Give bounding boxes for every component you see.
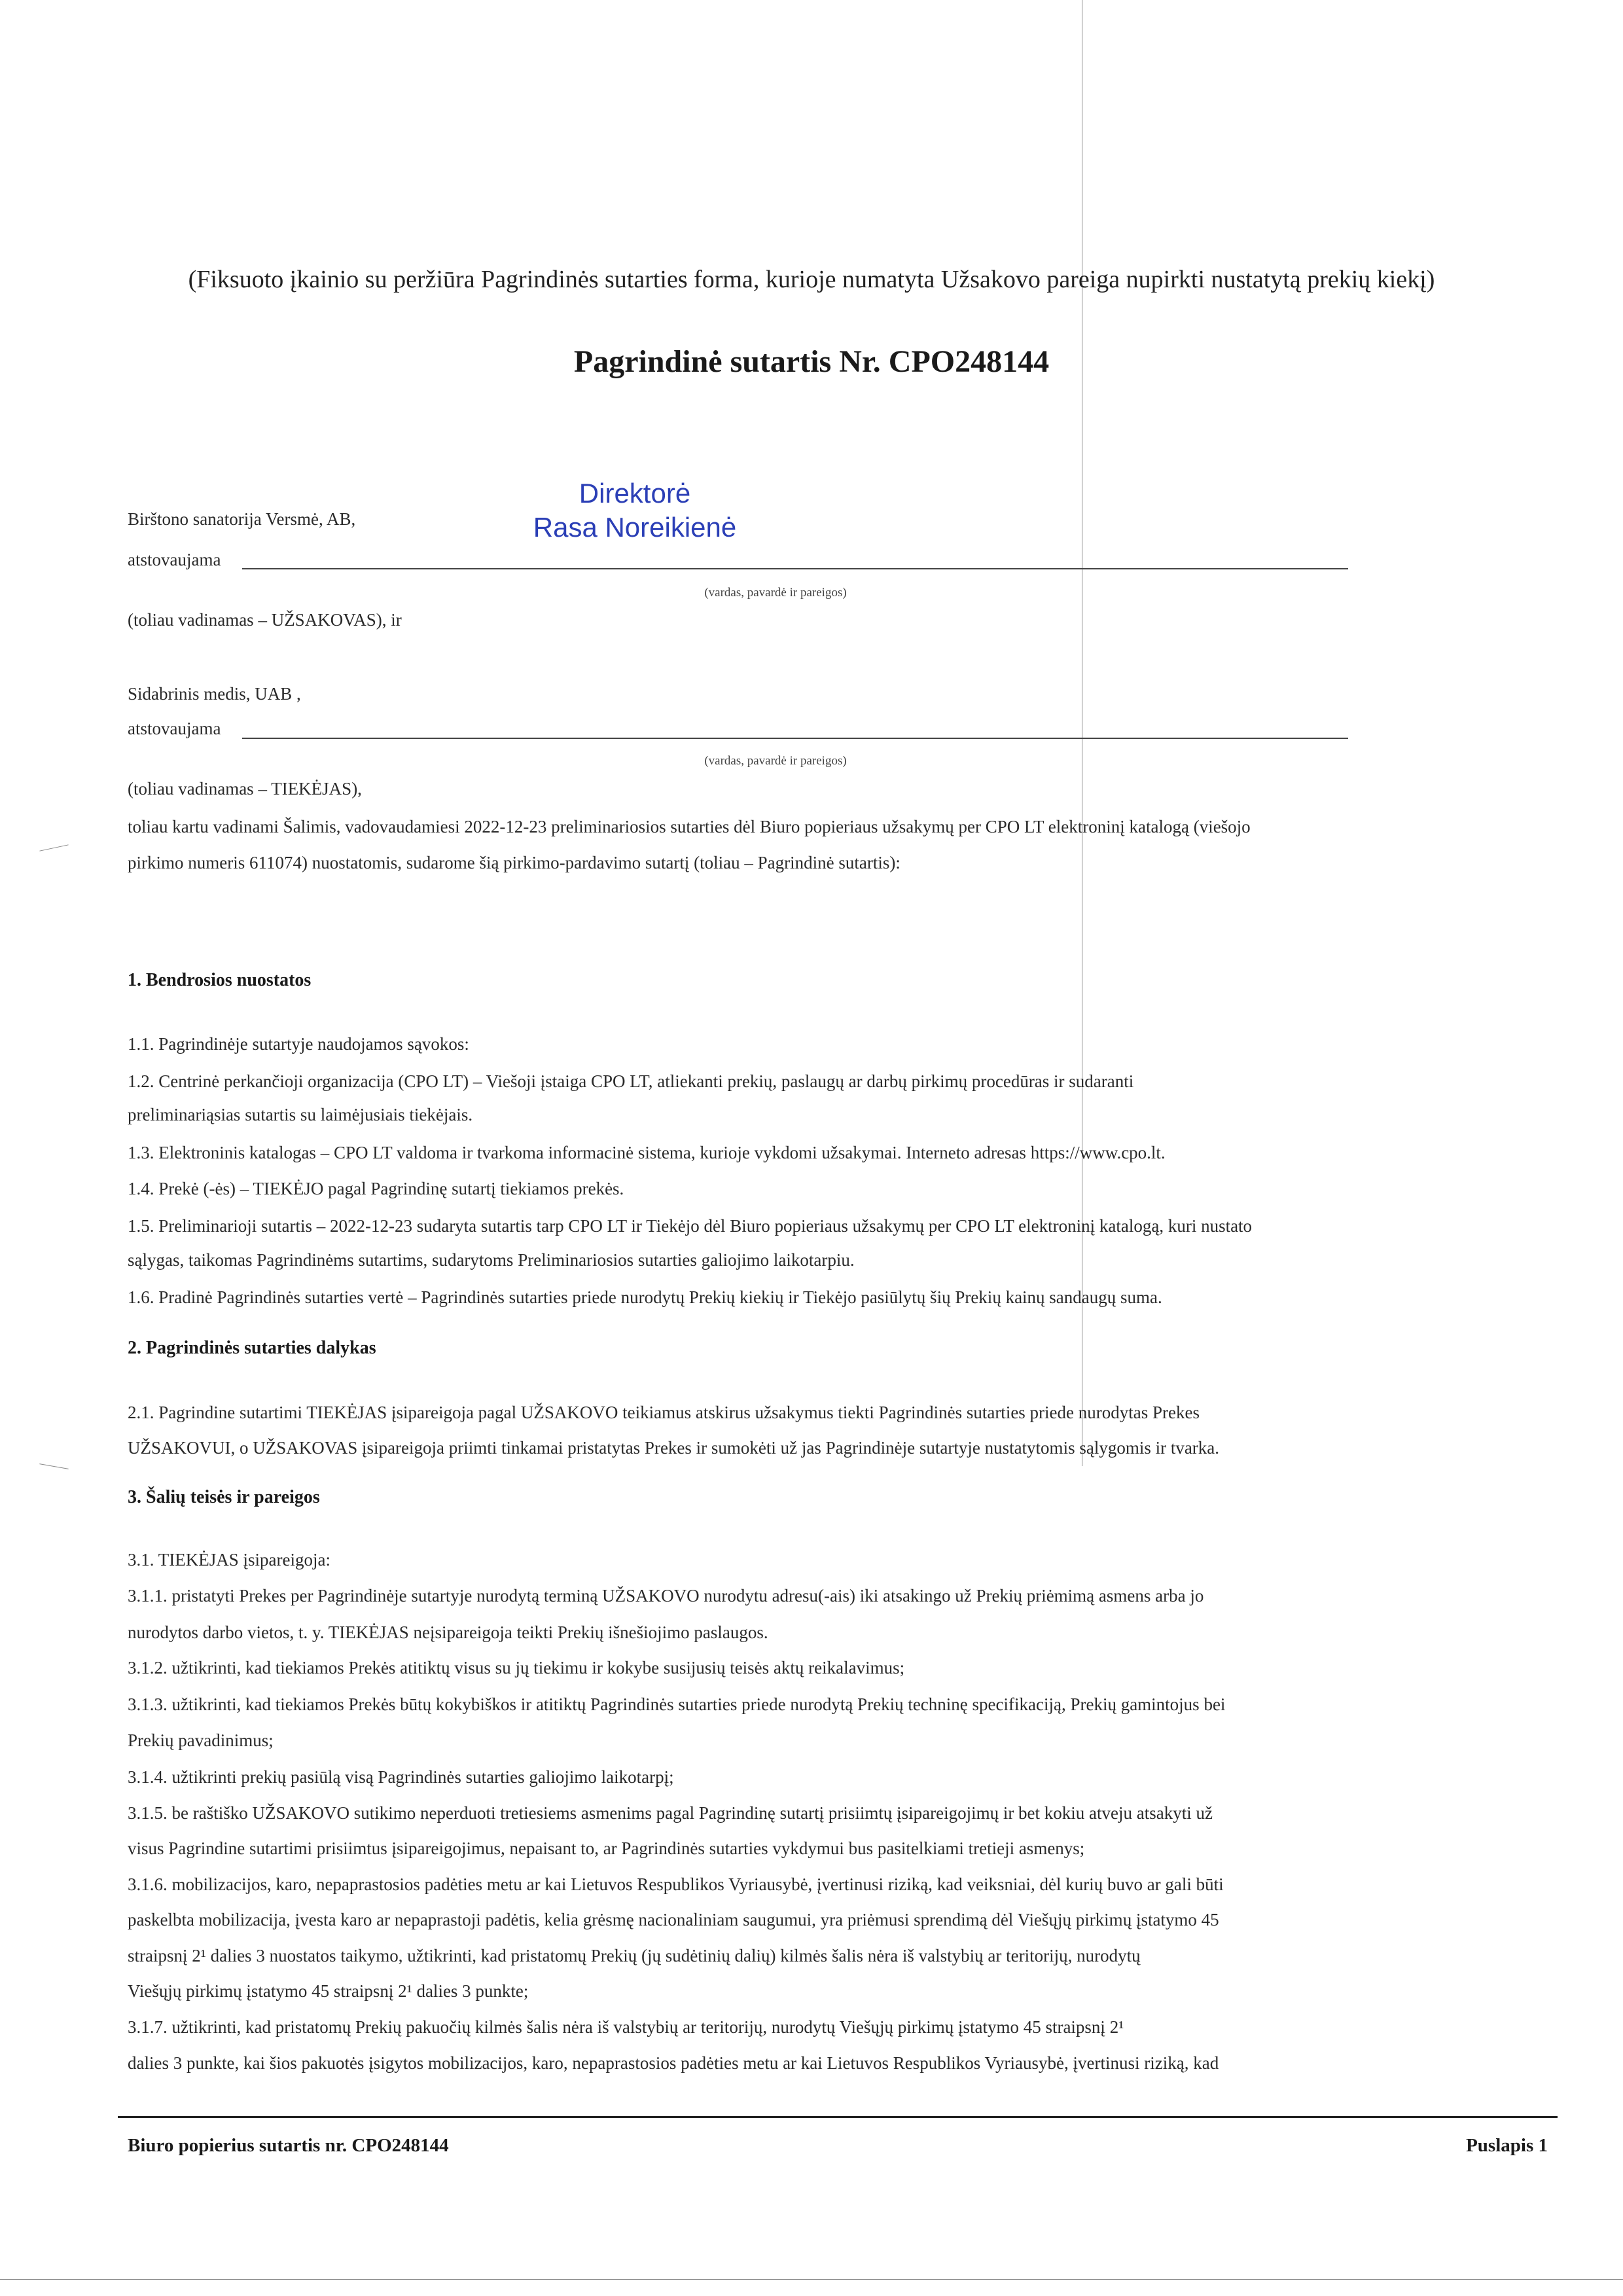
clause-line: 1.1. Pagrindinėje sutartyje naudojamos sąvokos:: [128, 1034, 469, 1054]
section-heading: 3. Šalių teisės ir pareigos: [128, 1487, 320, 1507]
intro-line: toliau kartu vadinami Šalimis, vadovaudamiesi 2022-12-23 preliminariosios sutarties dėl Biuro popieriaus užsakymų per CPO LT elektroninį katalogą (viešojo: [128, 817, 1251, 836]
clause-line: 3.1.6. mobilizacijos, karo, nepaprastosios padėties metu ar kai Lietuvos Respublikos Vyriausybė, įvertinusi riziką, kad veiksniai, dėl kurių buvo ar gali būti: [128, 1874, 1224, 1894]
clause-line: 3.1.2. užtikrinti, kad tiekiamos Prekės atitiktų visus su jų tiekimu ir kokybe susijusių teisės aktų reikalavimus;: [128, 1658, 905, 1677]
customer-alias: (toliau vadinamas – UŽSAKOVAS), ir: [128, 610, 402, 630]
footer-rule: [118, 2116, 1558, 2118]
section-heading: 2. Pagrindinės sutarties dalykas: [128, 1338, 376, 1358]
clause-line: Viešųjų pirkimų įstatymo 45 straipsnį 2¹ dalies 3 punkte;: [128, 1981, 529, 2001]
supplier-alias: (toliau vadinamas – TIEKĖJAS),: [128, 779, 362, 798]
clause-line: 1.3. Elektroninis katalogas – CPO LT valdoma ir tvarkoma informacinė sistema, kurioje vykdomi užsakymai. Interneto adresas https://www.cpo.lt.: [128, 1143, 1166, 1162]
footer-document-name: Biuro popierius sutartis nr. CPO248144: [128, 2135, 449, 2156]
clause-line: 1.5. Preliminarioji sutartis – 2022-12-23 sudaryta sutartis tarp CPO LT ir Tiekėjo dėl Biuro popieriaus užsakymų per CPO LT elektroninį katalogą, kuri nustato: [128, 1216, 1253, 1236]
clause-line: Prekių pavadinimus;: [128, 1731, 274, 1750]
customer-name: Birštono sanatorija Versmė, AB,: [128, 509, 356, 529]
clause-line: 1.2. Centrinė perkančioji organizacija (CPO LT) – Viešoji įstaiga CPO LT, atliekanti prekių, paslaugų ar darbų pirkimų procedūras ir sudaranti: [128, 1071, 1134, 1091]
clause-line: 3.1. TIEKĖJAS įsipareigoja:: [128, 1550, 330, 1570]
clause-line: 3.1.3. užtikrinti, kad tiekiamos Prekės būtų kokybiškos ir atitiktų Pagrindinės sutarties priede nurodytą Prekių techninę specifikaciją, Prekių gamintojus bei: [128, 1695, 1226, 1714]
signature-caption: (vardas, pavardė ir pareigos): [704, 754, 847, 768]
stamp-line: Rasa Noreikienė: [533, 512, 737, 543]
scan-edge-line: [0, 2279, 1623, 2280]
scan-mark: [39, 1463, 68, 1469]
clause-line: 1.6. Pradinė Pagrindinės sutarties vertė – Pagrindinės sutarties priede nurodytų Prekių kiekių ir Tiekėjo pasiūlytų šių Prekių kainų sandaugų suma.: [128, 1287, 1162, 1307]
form-note: (Fiksuoto įkainio su peržiūra Pagrindinės sutarties forma, kurioje numatyta Užsakovo pareiga nupirkti nustatytą prekių kiekį): [188, 266, 1435, 293]
clause-line: 3.1.1. pristatyti Prekes per Pagrindinėje sutartyje nurodytą terminą UŽSAKOVO nurodytu adresu(-ais) iki atsakingo už Prekių priėmimą asmens arba jo: [128, 1586, 1204, 1605]
clause-line: dalies 3 punkte, kai šios pakuotės įsigytos mobilizacijos, karo, nepaprastosios padėties metu ar kai Lietuvos Respublikos Vyriausybė, įvertinusi riziką, kad: [128, 2053, 1219, 2073]
clause-line: visus Pagrindine sutartimi prisiimtus įsipareigojimus, nepaisant to, ar Pagrindinės sutarties vykdymui bus pasitelkiami tretieji asmenys;: [128, 1839, 1085, 1858]
signature-caption: (vardas, pavardė ir pareigos): [704, 586, 847, 600]
clause-line: 3.1.4. užtikrinti prekių pasiūlą visą Pagrindinės sutarties galiojimo laikotarpį;: [128, 1767, 674, 1787]
scan-mark: [39, 844, 68, 851]
represented-label: atstovaujama: [128, 719, 221, 738]
signature-line: [242, 738, 1348, 739]
stamp-line: Direktorė: [579, 478, 691, 509]
intro-line: pirkimo numeris 611074) nuostatomis, sudarome šią pirkimo-pardavimo sutartį (toliau – Pagrindinė sutartis):: [128, 853, 901, 872]
signature-line: [242, 568, 1348, 569]
clause-line: 3.1.5. be raštiško UŽSAKOVO sutikimo neperduoti tretiesiems asmenims pagal Pagrindinę sutartį prisiimtų įsipareigojimų ir bet kokiu atveju atsakyti už: [128, 1803, 1213, 1823]
clause-line: 1.4. Prekė (-ės) – TIEKĖJO pagal Pagrindinę sutartį tiekiamos prekės.: [128, 1179, 624, 1198]
clause-line: sąlygas, taikomas Pagrindinėms sutartims, sudarytoms Preliminariosios sutarties galiojimo laikotarpiu.: [128, 1250, 855, 1270]
clause-line: preliminariąsias sutartis su laimėjusiais tiekėjais.: [128, 1105, 473, 1124]
represented-label: atstovaujama: [128, 550, 221, 569]
clause-line: nurodytos darbo vietos, t. y. TIEKĖJAS neįsipareigoja teikti Prekių išnešiojimo paslaugos.: [128, 1623, 768, 1642]
clause-line: paskelbta mobilizacija, įvesta karo ar nepaprastoji padėtis, kelia grėsmę nacionaliniam saugumui, yra priėmusi sprendimą dėl Viešųjų pirkimų įstatymo 45: [128, 1910, 1219, 1929]
footer-page-number: Puslapis 1: [1466, 2135, 1548, 2156]
supplier-name: Sidabrinis medis, UAB ,: [128, 684, 301, 704]
clause-line: UŽSAKOVUI, o UŽSAKOVAS įsipareigoja priimti tinkamai pristatytas Prekes ir sumokėti už jas Pagrindinėje sutartyje nustatytomis sąlygomis ir tvarka.: [128, 1438, 1220, 1458]
page-title: Pagrindinė sutartis Nr. CPO248144: [573, 344, 1050, 379]
section-heading: 1. Bendrosios nuostatos: [128, 970, 312, 990]
clause-line: 2.1. Pagrindine sutartimi TIEKĖJAS įsipareigoja pagal UŽSAKOVO teikiamus atskirus užsakymus tiekti Pagrindinės sutarties priede nurodytas Prekes: [128, 1403, 1200, 1422]
clause-line: straipsnį 2¹ dalies 3 nuostatos taikymo, užtikrinti, kad pristatomų Prekių (jų sudėtinių dalių) kilmės šalis nėra iš valstybių ar teritorijų, nurodytų: [128, 1946, 1141, 1965]
signature-stamp: [517, 476, 753, 545]
clause-line: 3.1.7. užtikrinti, kad pristatomų Prekių pakuočių kilmės šalis nėra iš valstybių ar teritorijų, nurodytų Viešųjų pirkimų įstatymo 45 straipsnį 2¹: [128, 2017, 1124, 2037]
